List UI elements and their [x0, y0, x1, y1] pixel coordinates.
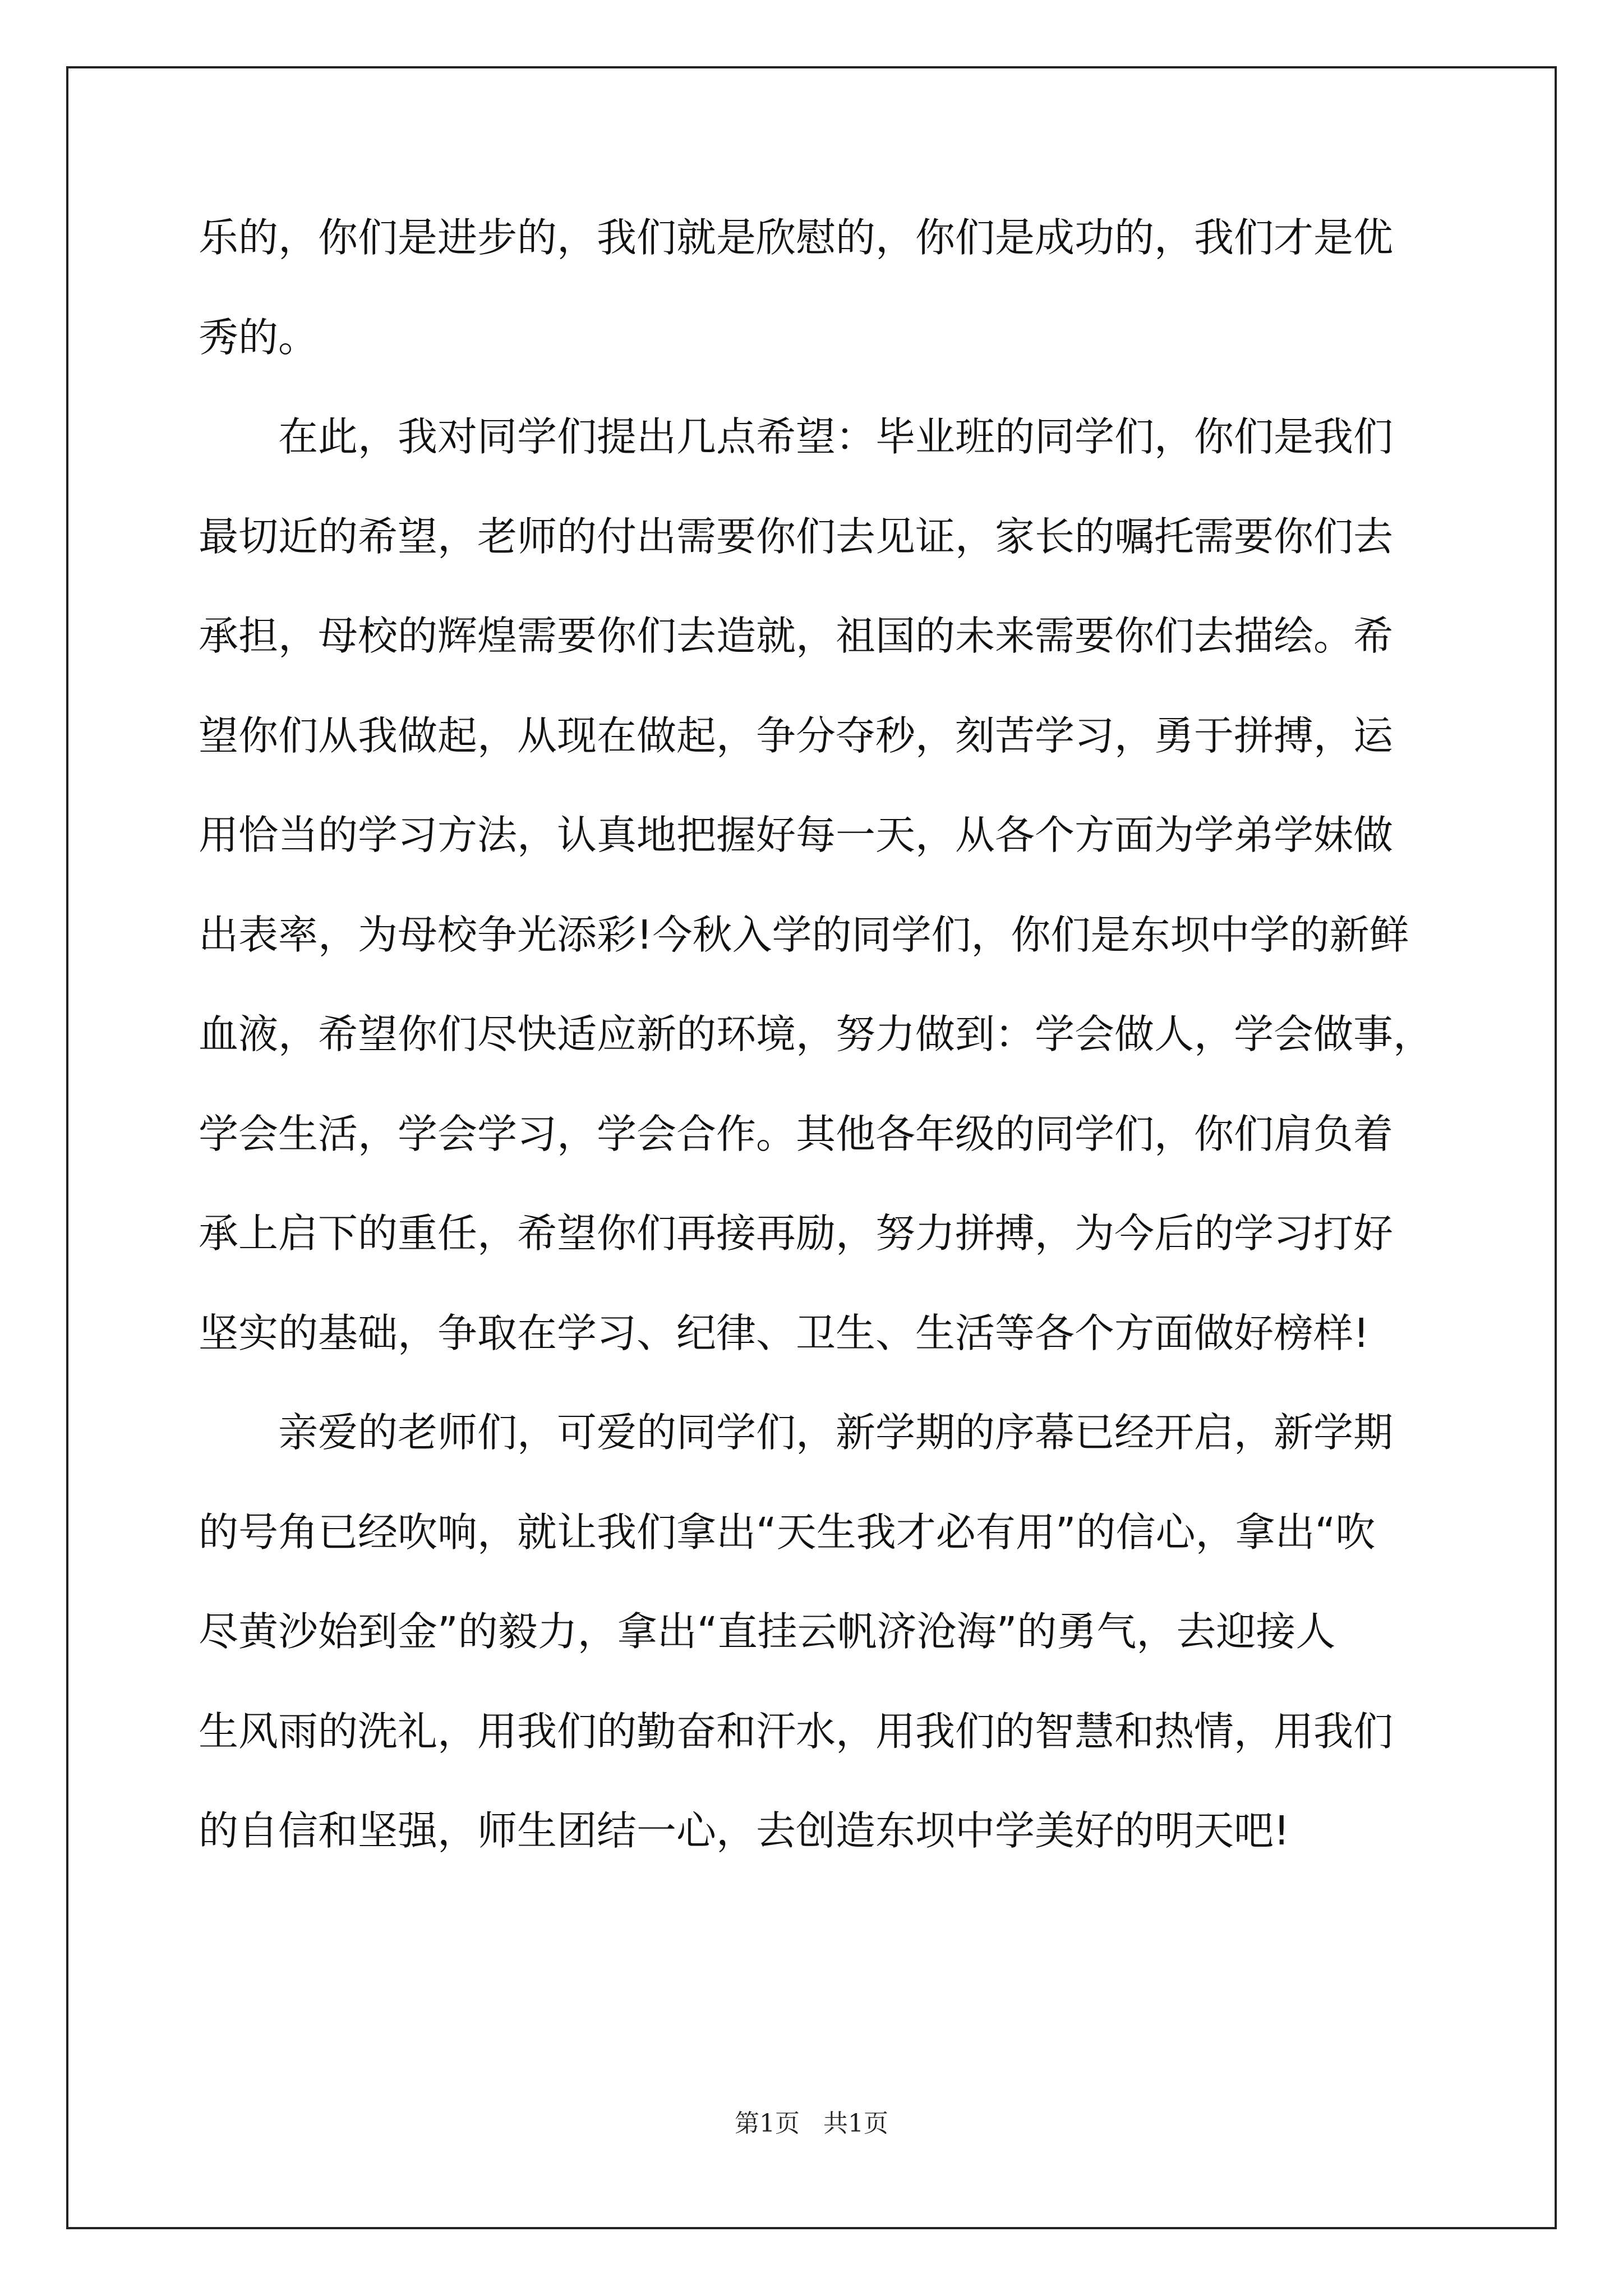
text-line-11: 承上启下的重任，希望你们再接再励，努力拼搏，为今后的学习打好 — [199, 1210, 1394, 1257]
text-line-17: 的自信和坚强，师生团结一心，去创造东坝中学美好的明天吧! — [199, 1807, 1290, 1854]
text-line-7: 用恰当的学习方法，认真地把握好每一天，从各个方面为学弟学妹做 — [199, 812, 1394, 858]
text-line-5: 承担，母校的辉煌需要你们去造就，祖国的未来需要你们去描绘。希 — [199, 613, 1394, 659]
text-line-9: 血液，希望你们尽快适应新的环境，努力做到：学会做人，学会做事， — [199, 1011, 1433, 1057]
text-line-4: 最切近的希望，老师的付出需要你们去见证，家长的嘱托需要你们去 — [199, 513, 1394, 560]
text-line-13: 亲爱的老师们，可爱的同学们，新学期的序幕已经开启，新学期 — [278, 1409, 1394, 1456]
text-line-6: 望你们从我做起，从现在做起，争分夺秒，刻苦学习，勇于拼搏，运 — [199, 712, 1394, 759]
document-body — [199, 214, 1444, 1911]
text-line-2: 秀的。 — [199, 314, 319, 361]
text-line-16: 生风雨的洗礼，用我们的勤奋和汗水，用我们的智慧和热情，用我们 — [199, 1708, 1394, 1755]
text-line-10: 学会生活，学会学习，学会合作。其他各年级的同学们，你们肩负着 — [199, 1110, 1394, 1157]
text-line-12: 坚实的基础，争取在学习、纪律、卫生、生活等各个方面做好榜样! — [199, 1309, 1370, 1356]
page-number-footer: 第1页 共1页 — [735, 2109, 888, 2138]
text-line-8: 出表率，为母校争光添彩!今秋入学的同学们，你们是东坝中学的新鲜 — [199, 911, 1409, 958]
text-line-15: 尽黄沙始到金”的毅力，拿出“直挂云帆济沧海”的勇气，去迎接人 — [199, 1608, 1336, 1655]
text-line-14: 的号角已经吹响，就让我们拿出“天生我才必有用”的信心，拿出“吹 — [199, 1508, 1376, 1556]
text-line-3: 在此，我对同学们提出几点希望：毕业班的同学们，你们是我们 — [278, 413, 1394, 460]
text-line-1: 乐的，你们是进步的，我们就是欣慰的，你们是成功的，我们才是优 — [199, 214, 1394, 261]
